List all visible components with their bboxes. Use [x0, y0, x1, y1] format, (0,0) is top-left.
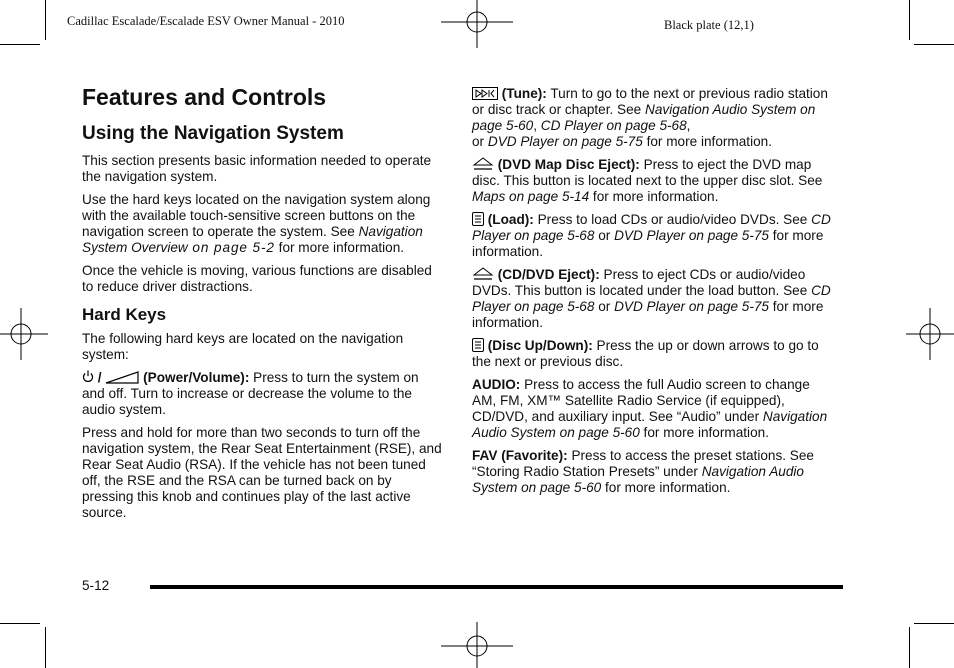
cross-reference: Navigation Audio System [472, 464, 804, 495]
cross-reference: CD Player [472, 283, 831, 314]
driver-distraction-paragraph: Once the vehicle is moving, various functions are disabled to reduce driver distractions. [82, 263, 432, 294]
load-item: (Load): Press to load CDs or audio/video DVDs. See CD Player on page 5-68 or DVD Player on page 5-75 for more information. [472, 212, 831, 259]
subsection-title: Hard Keys [82, 305, 167, 324]
registration-crosshair-icon [906, 308, 954, 360]
footer-rule [150, 585, 843, 589]
cross-reference: CD Player [540, 118, 603, 133]
disc-up-down-item: (Disc Up/Down): Press the up or down arrows to go to the next or previous disc. [472, 338, 819, 369]
power-volume-label: (Power/Volume): [143, 370, 250, 385]
page-reference: on page 5-2 [187, 240, 275, 255]
cross-reference: DVD Player [614, 299, 686, 314]
page-reference: on page 5-60 [555, 425, 640, 440]
hard-keys-paragraph: Use the hard keys located on the navigation system along with the available touch-sensitive screen buttons on the navigation screen to operate the system. See Navigation System Overview on page 5-2 for more information. [82, 192, 431, 255]
page-reference: on page 5-75 [685, 228, 769, 243]
tune-icon [472, 87, 498, 100]
left-column [82, 84, 444, 528]
intro-paragraph: This section presents basic information needed to operate the navigation system. [82, 153, 432, 184]
page-title: Features and Controls [82, 84, 327, 110]
power-volume-item: / (Power/Volume): Press to turn the system on and off. Turn to increase or decrease the volume to the audio system. [82, 370, 419, 417]
tune-item: (Tune): Turn to go to the next or previous radio station or disc track or chapter. See Navigation Audio System on page 5-60, CD Player on page 5-68, or DVD Player on page 5-75 for more information. [472, 86, 828, 149]
load-label: (Load): [487, 212, 534, 227]
registration-crosshair-icon [441, 0, 513, 48]
eject-icon [472, 267, 494, 281]
load-icon [472, 212, 484, 226]
registration-crosshair-icon [0, 308, 48, 360]
right-column [472, 86, 836, 503]
section-title: Using the Navigation System [82, 123, 344, 144]
cross-reference: Maps [472, 189, 506, 204]
volume-icon [105, 371, 139, 384]
page-reference: on page 5-75 [685, 299, 769, 314]
favorite-label: FAV (Favorite): [472, 448, 568, 463]
dvd-map-eject-label: (DVD Map Disc Eject): [497, 157, 640, 172]
page-reference: on page 5-60 [472, 102, 816, 133]
eject-icon [472, 157, 494, 171]
cross-reference: CD Player [472, 212, 831, 243]
cross-reference: Navigation Audio System [645, 102, 797, 117]
registration-crosshair-icon [441, 622, 513, 668]
cross-reference: Navigation System Overview [82, 224, 423, 255]
manual-title: Cadillac Escalade/Escalade ESV Owner Manual - 2010 [67, 14, 345, 28]
page-reference: on page 5-60 [517, 480, 602, 495]
cross-reference: DVD Player [614, 228, 686, 243]
cd-dvd-eject-item: (CD/DVD Eject): Press to eject CDs or audio/video DVDs. This button is located under the load button. See CD Player on page 5-68 or DVD Player on page 5-75 for more information. [472, 267, 831, 330]
page-number: 5-12 [82, 578, 110, 593]
audio-item: AUDIO: Press to access the full Audio screen to change AM, FM, XM™ Satellite Radio Service (if equipped), CD/DVD, and auxiliary input. See “Audio” under Navigation Audio System on page 5-60 for more information. [472, 377, 828, 440]
cd-dvd-eject-label: (CD/DVD Eject): [497, 267, 600, 282]
page-reference: on page 5-14 [505, 189, 590, 204]
page-reference: on page 5-68 [602, 118, 687, 133]
dvd-map-eject-item: (DVD Map Disc Eject): Press to eject the DVD map disc. This button is located next to the upper disc slot. See Maps on page 5-14 for more information. [472, 157, 823, 204]
audio-label: AUDIO: [472, 377, 521, 392]
cross-reference: Navigation Audio System [472, 409, 828, 440]
power-icon [82, 370, 94, 384]
black-plate-label: Black plate (12,1) [664, 18, 754, 32]
page-reference: on page 5-68 [510, 299, 595, 314]
tune-label: (Tune): [501, 86, 547, 101]
page-reference: on page 5-75 [558, 134, 643, 149]
disc-up-down-label: (Disc Up/Down): [487, 338, 593, 353]
disc-updown-icon [472, 338, 484, 352]
hard-keys-intro: The following hard keys are located on the navigation system: [82, 331, 404, 362]
favorite-item: FAV (Favorite): Press to access the preset stations. See “Storing Radio Station Presets” under Navigation Audio System on page 5-60 for more information. [472, 448, 814, 495]
page-reference: on page 5-68 [510, 228, 595, 243]
cross-reference: DVD Player [487, 134, 559, 149]
press-hold-paragraph: Press and hold for more than two seconds to turn off the navigation system, the Rear Seat Entertainment (RSE), and Rear Seat Audio (RSA). If the vehicle has not been tuned off, the RSE and the RSA can be turned back on by pressing this knob and continues play of the last active source. [82, 425, 442, 520]
